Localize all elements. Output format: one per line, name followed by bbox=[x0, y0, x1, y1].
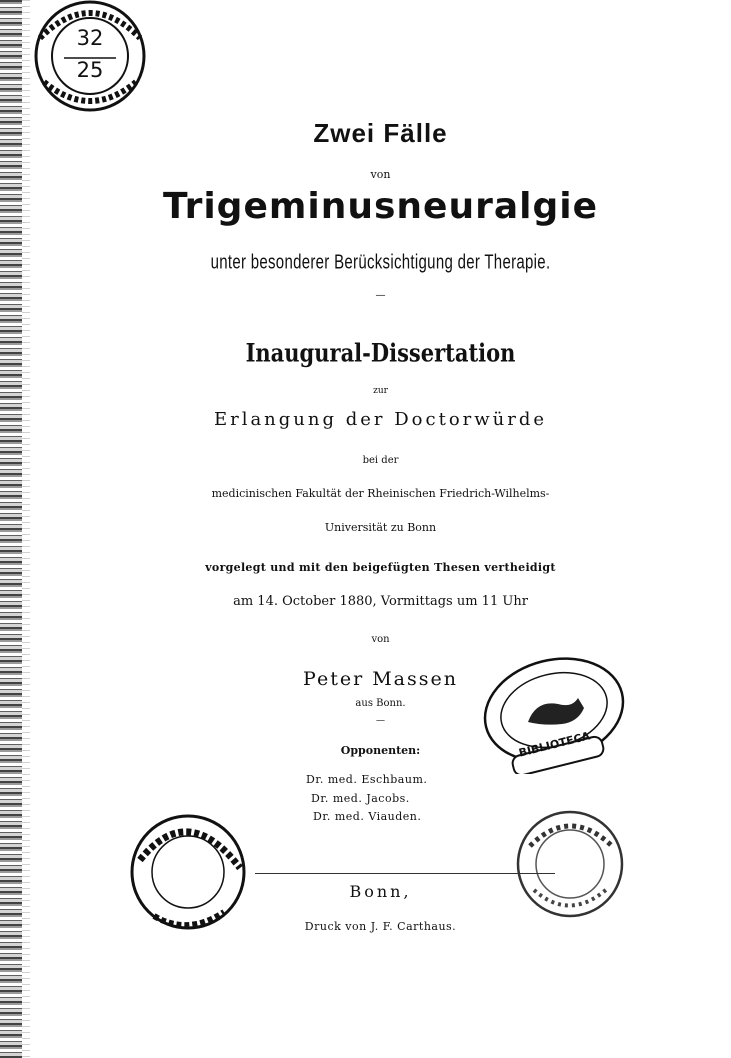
date-line: am 14. October 1880, Vormittags um 11 Uhr bbox=[233, 594, 528, 609]
title-line-1: Zwei Fälle bbox=[313, 118, 448, 148]
binding-shadow bbox=[22, 0, 30, 1058]
degree-line: Erlangung der Doctorwürde bbox=[213, 409, 548, 430]
academy-library-stamp bbox=[478, 652, 630, 774]
university-line: Universität zu Bonn bbox=[324, 521, 437, 534]
shelfmark-number-2: 25 bbox=[76, 58, 104, 82]
stamp-label-biblioteca: BIBLIOTECA bbox=[517, 729, 592, 760]
divider-short: — bbox=[375, 290, 386, 301]
subtitle: unter besonderer Berücksichtigung der Therapie. bbox=[210, 251, 551, 274]
separator-rule bbox=[255, 873, 555, 874]
word-bei-der: bei der bbox=[362, 455, 399, 466]
author-name: Peter Massen bbox=[303, 668, 458, 690]
opponent-2: Dr. med. Jacobs. bbox=[311, 792, 410, 805]
place-of-print: Bonn, bbox=[349, 882, 412, 901]
author-origin: aus Bonn. bbox=[355, 698, 406, 709]
dissertation-heading: Inaugural-Dissertation bbox=[245, 337, 516, 368]
faculty-line: medicinischen Fakultät der Rheinischen Friedrich-Wilhelms- bbox=[211, 487, 550, 500]
faint-library-stamp bbox=[512, 806, 632, 924]
opponent-1: Dr. med. Eschbaum. bbox=[306, 773, 428, 786]
library-stamp-shelfmark bbox=[26, 0, 154, 116]
opponents-heading: Opponenten: bbox=[340, 744, 421, 757]
divider-small: — bbox=[376, 716, 385, 726]
defense-line: vorgelegt und mit den beigefügten Thesen vertheidigt bbox=[205, 561, 556, 574]
binding-edge bbox=[0, 0, 22, 1058]
opponent-3: Dr. med. Viauden. bbox=[313, 810, 422, 823]
word-zur: zur bbox=[373, 386, 388, 396]
shelfmark-number-1: 32 bbox=[76, 26, 104, 50]
medical-library-stamp bbox=[124, 808, 254, 936]
word-von: von bbox=[371, 634, 390, 645]
printer-line: Druck von J. F. Carthaus. bbox=[304, 920, 457, 933]
connector-von: von bbox=[370, 168, 391, 181]
main-title: Trigeminusneuralgie bbox=[162, 186, 598, 227]
